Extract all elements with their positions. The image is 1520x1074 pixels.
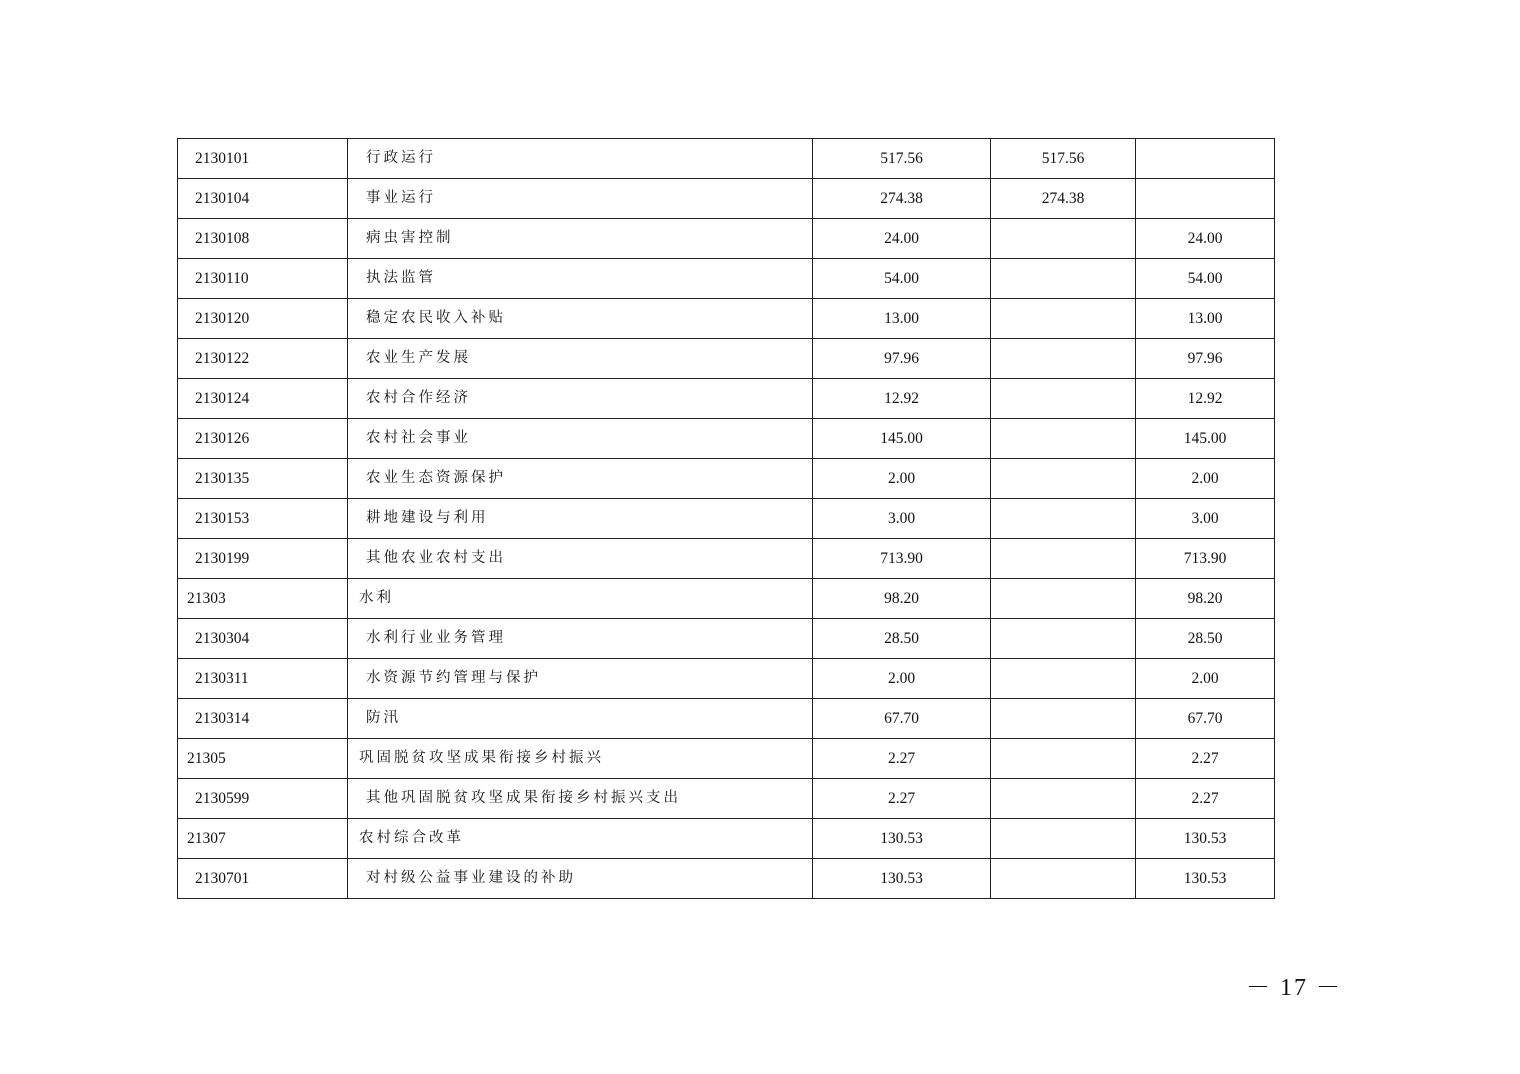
code-cell: 2130110: [178, 259, 348, 299]
basic-expense-cell: [991, 739, 1136, 779]
name-cell: 水资源节约管理与保护: [348, 659, 813, 699]
total-cell: 28.50: [813, 619, 991, 659]
basic-expense-cell: [991, 379, 1136, 419]
total-cell: 97.96: [813, 339, 991, 379]
basic-expense-cell: [991, 659, 1136, 699]
code-cell: 2130124: [178, 379, 348, 419]
total-cell: 713.90: [813, 539, 991, 579]
table-row: [178, 699, 1275, 739]
code-cell: 21307: [178, 819, 348, 859]
code-cell: 2130104: [178, 179, 348, 219]
page-number: － 17 －: [1246, 975, 1342, 1001]
code-cell: 2130701: [178, 859, 348, 899]
name-cell: 稳定农民收入补贴: [348, 299, 813, 339]
table-row: [178, 619, 1275, 659]
code-cell: 21305: [178, 739, 348, 779]
table-row: [178, 659, 1275, 699]
name-cell: 农业生态资源保护: [348, 459, 813, 499]
table-row: [178, 499, 1275, 539]
basic-expense-cell: 274.38: [991, 179, 1136, 219]
code-cell: 2130311: [178, 659, 348, 699]
project-expense-cell: 28.50: [1136, 619, 1275, 659]
name-cell: 其他巩固脱贫攻坚成果衔接乡村振兴支出: [348, 779, 813, 819]
code-cell: 2130101: [178, 139, 348, 179]
basic-expense-cell: [991, 619, 1136, 659]
code-cell: 2130126: [178, 419, 348, 459]
name-cell: 事业运行: [348, 179, 813, 219]
name-cell: 其他农业农村支出: [348, 539, 813, 579]
code-cell: 2130122: [178, 339, 348, 379]
code-cell: 2130120: [178, 299, 348, 339]
project-expense-cell: 145.00: [1136, 419, 1275, 459]
total-cell: 2.27: [813, 739, 991, 779]
total-cell: 2.00: [813, 659, 991, 699]
project-expense-cell: 2.00: [1136, 459, 1275, 499]
code-cell: 2130153: [178, 499, 348, 539]
total-cell: 130.53: [813, 859, 991, 899]
project-expense-cell: 12.92: [1136, 379, 1275, 419]
basic-expense-cell: [991, 419, 1136, 459]
total-cell: 12.92: [813, 379, 991, 419]
basic-expense-cell: [991, 219, 1136, 259]
table-row: [178, 299, 1275, 339]
code-cell: 2130199: [178, 539, 348, 579]
name-cell: 农村合作经济: [348, 379, 813, 419]
total-cell: 2.00: [813, 459, 991, 499]
basic-expense-cell: [991, 299, 1136, 339]
table-row: [178, 459, 1275, 499]
project-expense-cell: 130.53: [1136, 819, 1275, 859]
table-row: [178, 859, 1275, 899]
project-expense-cell: 97.96: [1136, 339, 1275, 379]
table-row: [178, 139, 1275, 179]
basic-expense-cell: [991, 699, 1136, 739]
basic-expense-cell: [991, 779, 1136, 819]
basic-expense-cell: [991, 499, 1136, 539]
name-cell: 水利行业业务管理: [348, 619, 813, 659]
basic-expense-cell: [991, 539, 1136, 579]
project-expense-cell: 2.00: [1136, 659, 1275, 699]
total-cell: 13.00: [813, 299, 991, 339]
total-cell: 130.53: [813, 819, 991, 859]
name-cell: 行政运行: [348, 139, 813, 179]
total-cell: 2.27: [813, 779, 991, 819]
name-cell: 病虫害控制: [348, 219, 813, 259]
table-row: [178, 579, 1275, 619]
project-expense-cell: 13.00: [1136, 299, 1275, 339]
basic-expense-cell: [991, 579, 1136, 619]
project-expense-cell: 2.27: [1136, 739, 1275, 779]
table-row: [178, 219, 1275, 259]
total-cell: 67.70: [813, 699, 991, 739]
name-cell: 耕地建设与利用: [348, 499, 813, 539]
table-row: [178, 259, 1275, 299]
project-expense-cell: 130.53: [1136, 859, 1275, 899]
total-cell: 54.00: [813, 259, 991, 299]
code-cell: 2130599: [178, 779, 348, 819]
basic-expense-cell: [991, 859, 1136, 899]
name-cell: 防汛: [348, 699, 813, 739]
total-cell: 24.00: [813, 219, 991, 259]
table-row: [178, 179, 1275, 219]
project-expense-cell: 67.70: [1136, 699, 1275, 739]
project-expense-cell: 2.27: [1136, 779, 1275, 819]
project-expense-cell: 24.00: [1136, 219, 1275, 259]
project-expense-cell: 713.90: [1136, 539, 1275, 579]
table-row: [178, 539, 1275, 579]
basic-expense-cell: [991, 819, 1136, 859]
name-cell: 农村综合改革: [348, 819, 813, 859]
name-cell: 巩固脱贫攻坚成果衔接乡村振兴: [348, 739, 813, 779]
basic-expense-cell: [991, 259, 1136, 299]
table-row: [178, 739, 1275, 779]
code-cell: 2130314: [178, 699, 348, 739]
name-cell: 农村社会事业: [348, 419, 813, 459]
budget-table: [177, 138, 1275, 899]
table-body: [178, 139, 1275, 899]
project-expense-cell: [1136, 139, 1275, 179]
project-expense-cell: [1136, 179, 1275, 219]
total-cell: 145.00: [813, 419, 991, 459]
code-cell: 2130108: [178, 219, 348, 259]
name-cell: 执法监管: [348, 259, 813, 299]
total-cell: 517.56: [813, 139, 991, 179]
table-row: [178, 779, 1275, 819]
total-cell: 3.00: [813, 499, 991, 539]
code-cell: 2130304: [178, 619, 348, 659]
project-expense-cell: 3.00: [1136, 499, 1275, 539]
name-cell: 农业生产发展: [348, 339, 813, 379]
total-cell: 274.38: [813, 179, 991, 219]
table-row: [178, 419, 1275, 459]
total-cell: 98.20: [813, 579, 991, 619]
basic-expense-cell: [991, 459, 1136, 499]
project-expense-cell: 54.00: [1136, 259, 1275, 299]
table-row: [178, 379, 1275, 419]
name-cell: 水利: [348, 579, 813, 619]
code-cell: 21303: [178, 579, 348, 619]
code-cell: 2130135: [178, 459, 348, 499]
name-cell: 对村级公益事业建设的补助: [348, 859, 813, 899]
basic-expense-cell: [991, 339, 1136, 379]
table-row: [178, 819, 1275, 859]
basic-expense-cell: 517.56: [991, 139, 1136, 179]
project-expense-cell: 98.20: [1136, 579, 1275, 619]
table-row: [178, 339, 1275, 379]
